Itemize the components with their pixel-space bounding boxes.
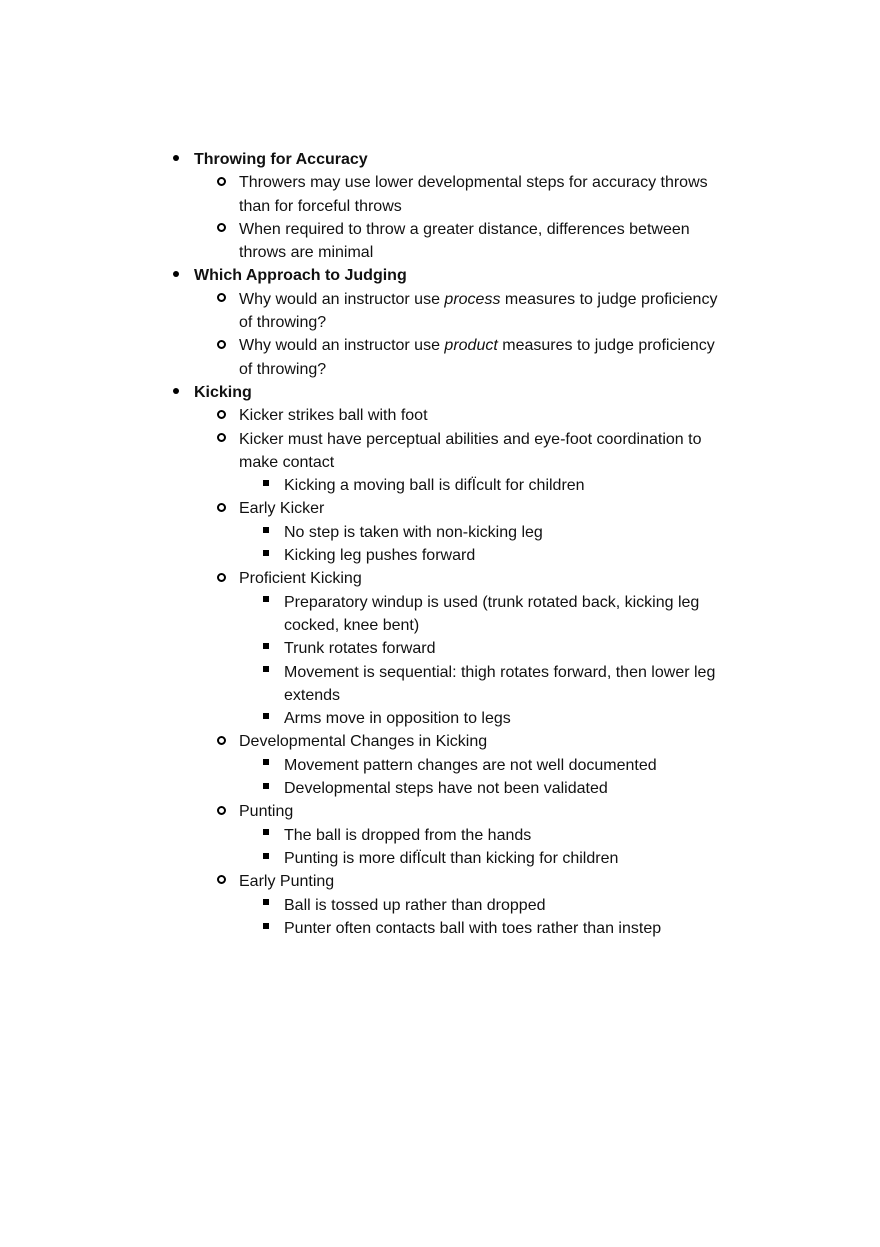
list-item — [0, 334, 880, 381]
list-item — [0, 404, 880, 427]
bullet-circle-icon — [215, 870, 227, 893]
bullet-circle-icon — [215, 567, 227, 590]
bullet-disc-icon — [171, 264, 181, 287]
sub-items — [0, 754, 880, 801]
list-item-text-post: measures to judge proficiency of throwing? — [239, 337, 715, 378]
bullet-square-icon — [261, 847, 271, 870]
section-heading: Throwing for Accuracy — [194, 151, 368, 168]
bullet-square-icon — [261, 824, 271, 847]
sub-list-item-text: Movement is sequential: thigh rotates forward, then lower leg extends — [284, 663, 716, 704]
sub-list-item — [0, 521, 880, 544]
bullet-circle-icon — [215, 497, 227, 520]
list-item-text: Early Punting — [239, 873, 335, 891]
list-item — [0, 171, 880, 218]
sub-list-item-text: Kicking leg pushes forward — [284, 547, 476, 565]
bullet-square-icon — [261, 521, 271, 544]
bullet-circle-icon — [215, 800, 227, 823]
sub-list-item-text: Preparatory windup is used (trunk rotated back, kicking leg cocked, knee bent) — [284, 593, 700, 634]
bullet-square-icon — [261, 661, 271, 684]
sub-items — [0, 521, 880, 568]
outline-list — [0, 148, 880, 940]
list-item — [0, 730, 880, 800]
sub-list-item-text: Ball is tossed up rather than dropped — [284, 896, 546, 914]
sub-list-item — [0, 824, 880, 847]
bullet-square-icon — [261, 777, 271, 800]
sub-items — [0, 591, 880, 731]
bullet-square-icon — [261, 754, 271, 777]
sub-list-item-text: Arms move in opposition to legs — [284, 710, 511, 728]
sub-list-item — [0, 591, 880, 638]
sub-list-item-text: Kicking a moving ball is difÏcult for children — [284, 477, 585, 495]
sub-list-item — [0, 661, 880, 708]
section-kicking — [0, 381, 880, 940]
sub-list-item — [0, 474, 880, 497]
sub-list-item-text: Punting is more difÏcult than kicking for children — [284, 849, 619, 867]
bullet-disc-icon — [171, 148, 181, 171]
bullet-square-icon — [261, 544, 271, 567]
sub-list-item — [0, 544, 880, 567]
bullet-circle-icon — [215, 171, 227, 194]
bullet-circle-icon — [215, 334, 227, 357]
sub-items — [0, 474, 880, 497]
list-item-text: Throwers may use lower developmental steps for accuracy throws than for forceful throws — [239, 174, 708, 215]
sub-list-item — [0, 707, 880, 730]
section-heading: Kicking — [194, 383, 252, 401]
section-throwing-for-accuracy — [0, 148, 880, 264]
sub-items — [0, 894, 880, 941]
list-item-text: Punting — [239, 803, 294, 821]
sub-list-item-text: Trunk rotates forward — [284, 640, 436, 658]
sub-list-item — [0, 894, 880, 917]
bullet-circle-icon — [215, 730, 227, 753]
section-items — [0, 171, 880, 264]
sub-list-item — [0, 754, 880, 777]
list-item — [0, 497, 880, 567]
section-items — [0, 288, 880, 381]
list-item — [0, 870, 880, 940]
list-item — [0, 218, 880, 265]
sub-list-item-text: Punter often contacts ball with toes rather than instep — [284, 919, 662, 937]
list-item-text: Early Kicker — [239, 500, 325, 518]
sub-list-item — [0, 777, 880, 800]
bullet-square-icon — [261, 474, 271, 497]
bullet-square-icon — [261, 917, 271, 940]
sub-list-item-text: Developmental steps have not been validated — [284, 780, 608, 798]
bullet-square-icon — [261, 591, 271, 614]
sub-list-item — [0, 917, 880, 940]
list-item — [0, 428, 880, 498]
bullet-circle-icon — [215, 288, 227, 311]
sub-list-item-text: Movement pattern changes are not well documented — [284, 756, 657, 774]
list-item-text: Kicker strikes ball with foot — [239, 407, 428, 425]
section-heading: Which Approach to Judging — [194, 267, 407, 285]
bullet-circle-icon — [215, 404, 227, 427]
section-which-approach-to-judging — [0, 264, 880, 380]
list-item-text: Developmental Changes in Kicking — [239, 733, 488, 751]
bullet-square-icon — [261, 707, 271, 730]
bullet-disc-icon — [171, 381, 181, 404]
list-item-emphasis: product — [444, 337, 498, 355]
bullet-circle-icon — [215, 428, 227, 451]
list-item — [0, 567, 880, 730]
list-item-text-pre: Why would an instructor use — [239, 290, 445, 308]
list-item-text: Proficient Kicking — [239, 570, 362, 588]
document-body — [0, 148, 880, 940]
sub-list-item-text: The ball is dropped from the hands — [284, 826, 532, 844]
section-items — [0, 404, 880, 940]
sub-list-item — [0, 637, 880, 660]
sub-list-item-text: No step is taken with non-kicking leg — [284, 523, 543, 541]
list-item-text: When required to throw a greater distance, differences between throws are minimal — [239, 220, 690, 262]
list-item-text: Kicker must have perceptual abilities and eye-foot coordination to make contact — [239, 430, 702, 471]
bullet-circle-icon — [215, 218, 227, 241]
list-item-emphasis: process — [444, 290, 501, 308]
sub-list-item — [0, 847, 880, 870]
bullet-square-icon — [261, 894, 271, 917]
bullet-square-icon — [261, 637, 271, 660]
list-item-text-pre: Why would an instructor use — [239, 337, 445, 355]
list-item — [0, 800, 880, 870]
list-item — [0, 288, 880, 335]
sub-items — [0, 824, 880, 871]
list-item-text-post: measures to judge proficiency of throwing? — [239, 290, 718, 332]
